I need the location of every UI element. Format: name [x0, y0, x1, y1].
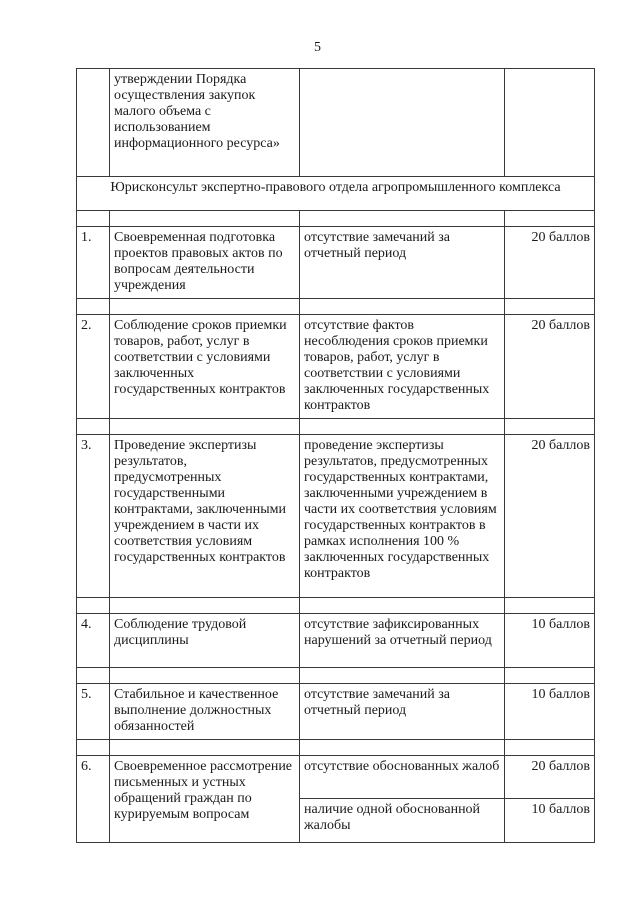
- row-gap: [77, 668, 595, 684]
- row-gap: [77, 419, 595, 435]
- cell-condition-empty: [300, 69, 505, 177]
- row-number: 2.: [77, 315, 110, 419]
- cell-points: 10 баллов: [505, 684, 595, 740]
- cell-condition: отсутствие замечаний за отчетный период: [300, 684, 505, 740]
- page-number: 5: [314, 40, 321, 55]
- cell-criterion: Своевременное рассмотрение письменных и устных обращений граждан по курируемым вопросам: [110, 756, 300, 843]
- cell-points-empty: [505, 69, 595, 177]
- cell-points: 10 баллов: [505, 799, 595, 843]
- table-row: [77, 756, 595, 799]
- cell-condition: отсутствие зафиксированных нарушений за отчетный период: [300, 614, 505, 668]
- row-gap: [77, 598, 595, 614]
- cell-points: 20 баллов: [505, 227, 595, 299]
- cell-condition: отсутствие обоснованных жалоб: [300, 756, 505, 799]
- cell-criterion: Своевременная подготовка проектов правовых актов по вопросам деятельности учреждения: [110, 227, 300, 299]
- cell-points: 20 баллов: [505, 756, 595, 799]
- table-row: [77, 315, 595, 419]
- cell-criterion: Стабильное и качественное выполнение должностных обязанностей: [110, 684, 300, 740]
- table-row: [77, 435, 595, 598]
- cell-criterion: Проведение экспертизы результатов, предусмотренных государственными контрактами, заключенными учреждением в части их соответствия условиям государственных контрактов: [110, 435, 300, 598]
- cell-criterion: Соблюдение сроков приемки товаров, работ, услуг в соответствии с условиями заключенных государственных контрактов: [110, 315, 300, 419]
- row-number: 6.: [77, 756, 110, 843]
- table-row: [77, 684, 595, 740]
- row-number: 3.: [77, 435, 110, 598]
- cell-condition: отсутствие замечаний за отчетный период: [300, 227, 505, 299]
- cell-points: 20 баллов: [505, 435, 595, 598]
- cell-condition: наличие одной обоснованной жалобы: [300, 799, 505, 843]
- row-number: 1.: [77, 227, 110, 299]
- cell-condition: проведение экспертизы результатов, предусмотренных государственных контрактами, заключенными учреждением в части их соответствия условиям государственных контрактов в рамках исполнения 100 % заключенных государственных контрактов: [300, 435, 505, 598]
- row-number: 4.: [77, 614, 110, 668]
- cell-points: 10 баллов: [505, 614, 595, 668]
- row-gap: [77, 299, 595, 315]
- section-header-row: [77, 177, 595, 211]
- table-row-continuation: [77, 69, 595, 177]
- section-title: Юрисконсульт экспертно-правового отдела агропромышленного комплекса: [77, 177, 595, 211]
- cell-criterion: утверждении Порядка осуществления закупок малого объема с использованием информационного ресурса»: [110, 69, 300, 177]
- criteria-table: [76, 68, 595, 843]
- row-gap: [77, 740, 595, 756]
- cell-condition: отсутствие фактов несоблюдения сроков приемки товаров, работ, услуг в соответствии с условиями заключенных государственных контрактов: [300, 315, 505, 419]
- cell-num-empty: [77, 69, 110, 177]
- cell-criterion: Соблюдение трудовой дисциплины: [110, 614, 300, 668]
- table-row: [77, 614, 595, 668]
- row-gap: [77, 211, 595, 227]
- table-row: [77, 227, 595, 299]
- row-number: 5.: [77, 684, 110, 740]
- cell-points: 20 баллов: [505, 315, 595, 419]
